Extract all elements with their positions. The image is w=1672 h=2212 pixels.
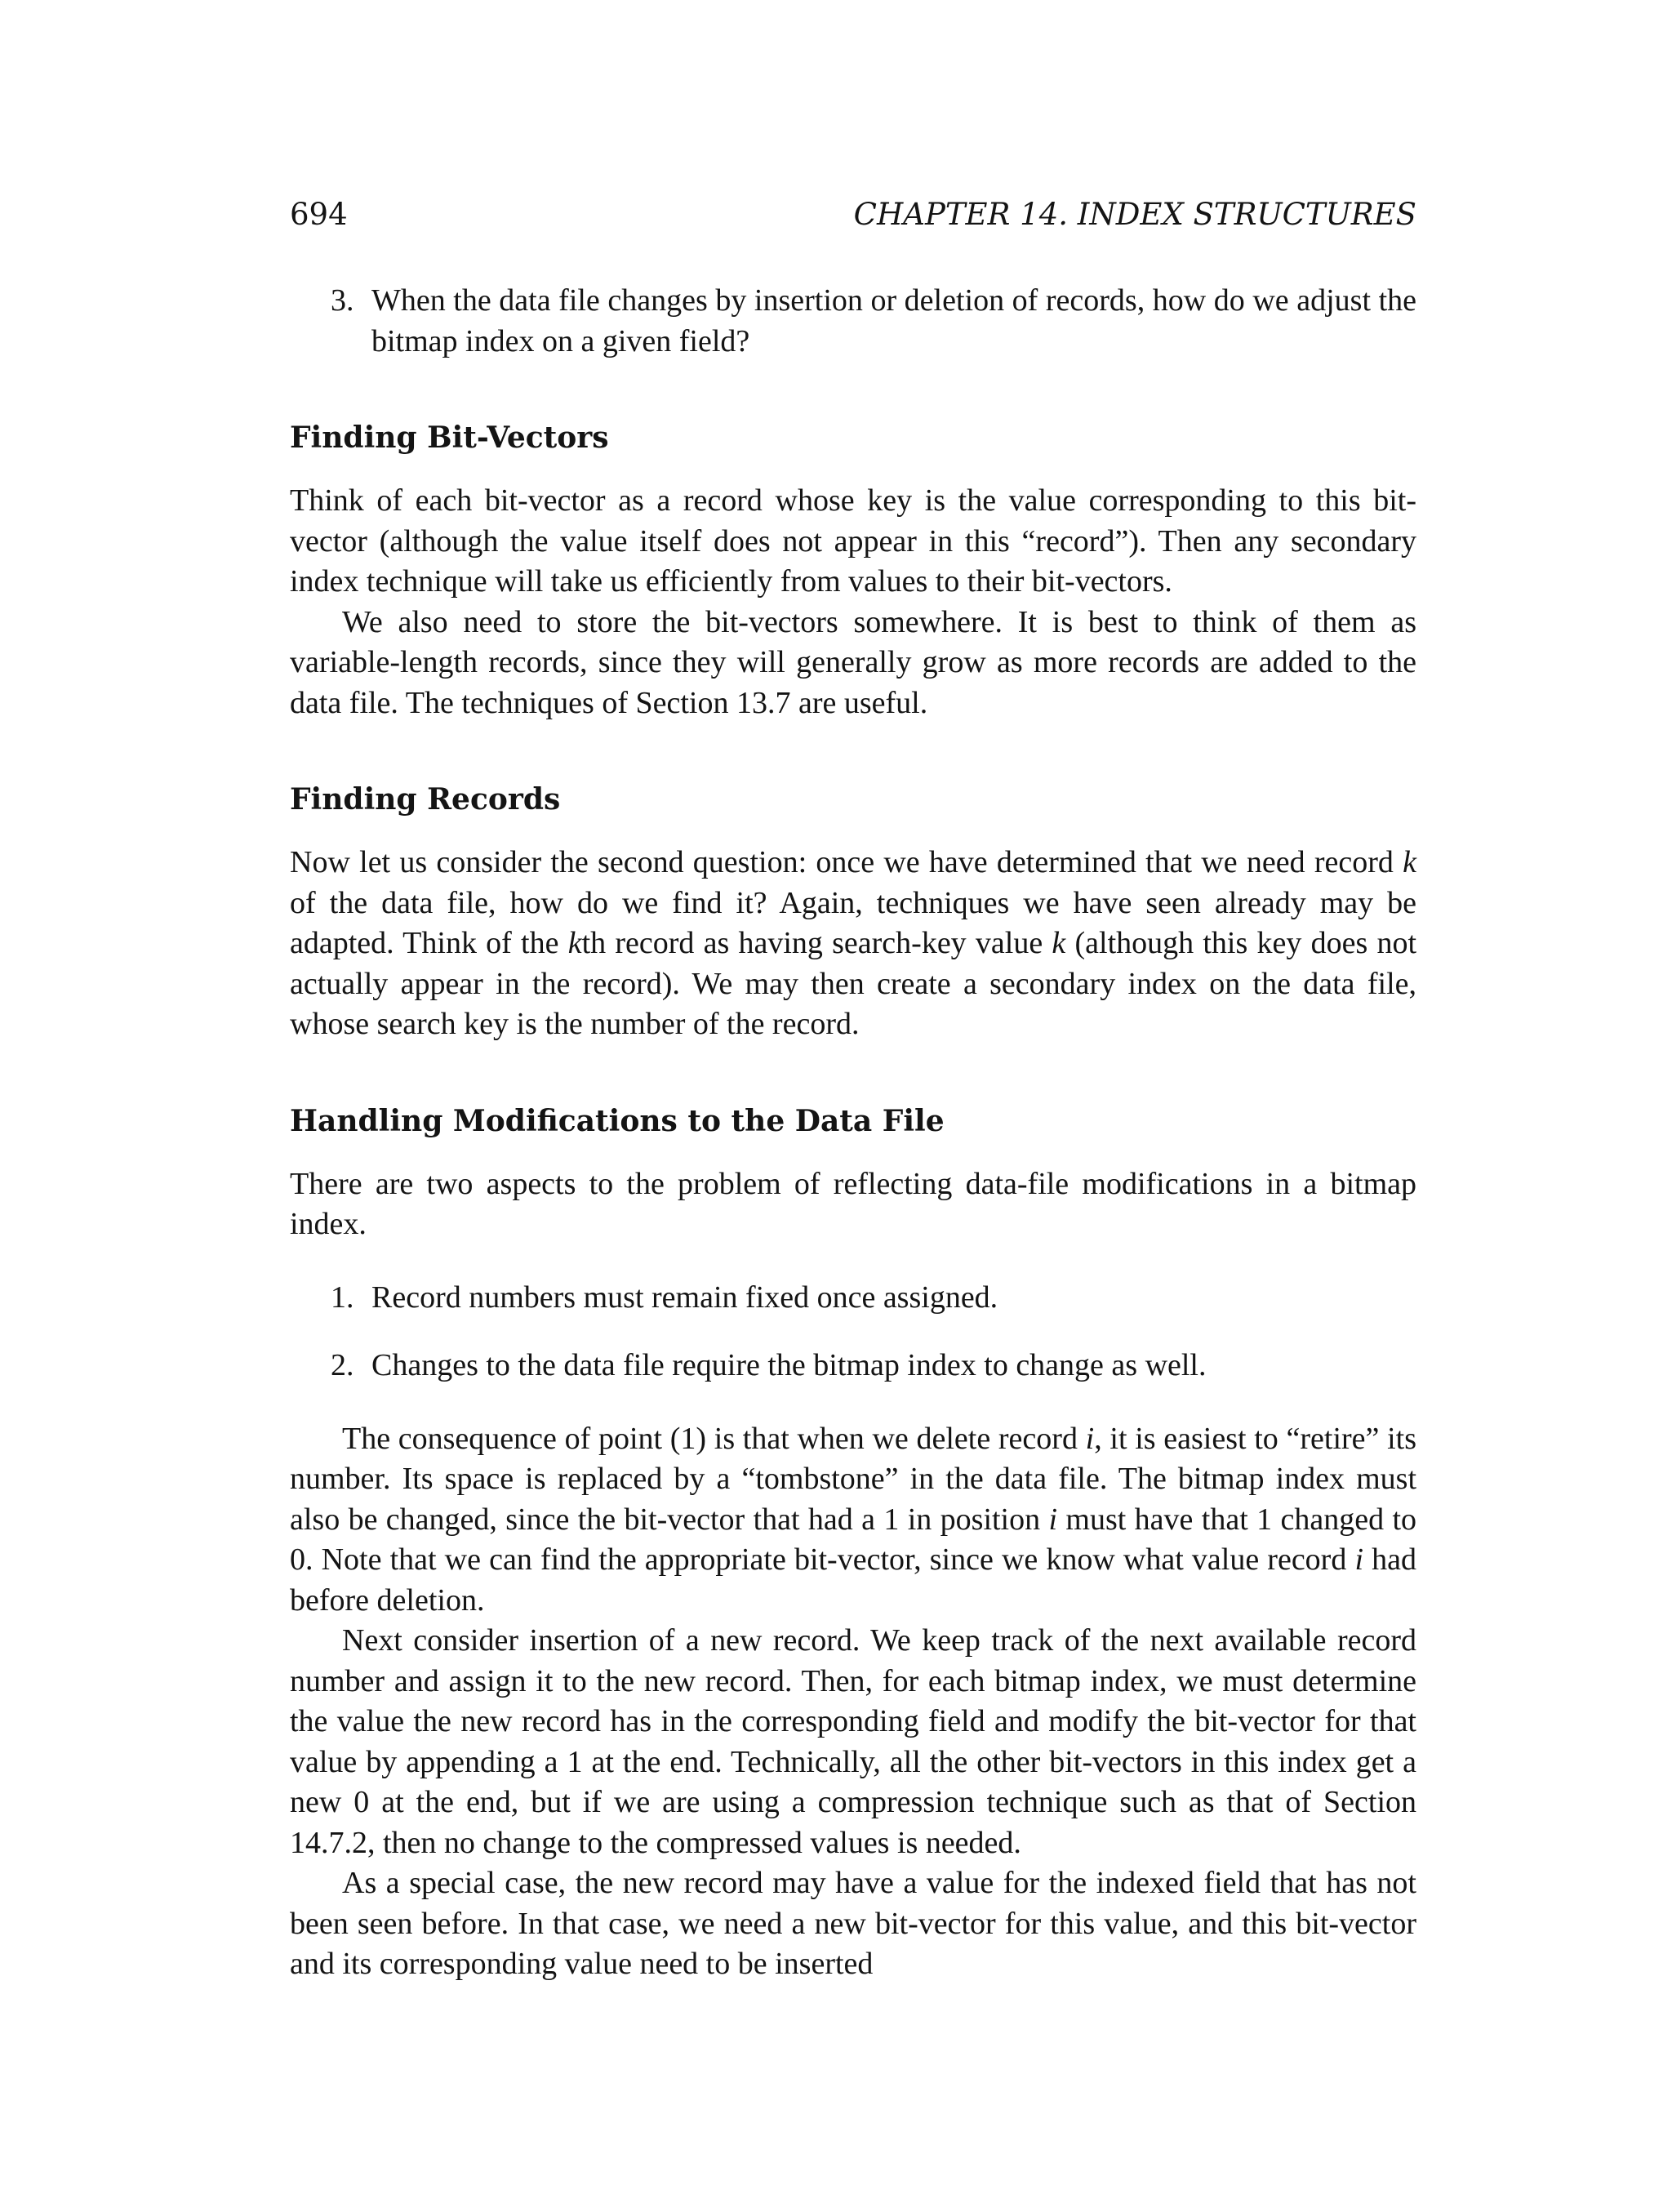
section-handling-modifications (290, 1102, 1416, 1985)
list-text: Record numbers must remain fixed once assigned. (371, 1280, 998, 1315)
text-run: Now let us consider the second question: once we have determined that we need record (290, 845, 1403, 879)
section-heading: Finding Bit-Vectors (290, 421, 609, 455)
math-variable: i (1354, 1542, 1364, 1577)
list-text: When the data file changes by insertion or deletion of records, how do we adjust the bitmap index on a given field? (371, 283, 1416, 358)
text-run: had before deletion. (290, 1542, 1416, 1618)
paragraph: Next consider insertion of a new record. We keep track of the next available record number and assign it to the new record. Then, for each bitmap index, we must determine the value the new record has in the corresponding field and modify the bit-vector for that value by appending a 1 at the end. Technically, all the other bit-vectors in this index get a new 0 at the end, but if we are using a compression technique such as that of Section 14.7.2, then no change to the compressed values is needed. (290, 1623, 1416, 1860)
text-run: (although this key does not actually appear in the record). We may then create a secondary index on the data file, whose search key is the number of the record. (290, 926, 1417, 1041)
math-variable: k (1403, 845, 1416, 879)
book-page (290, 196, 1416, 1985)
section-heading: Handling Modifications to the Data File (290, 1103, 945, 1138)
paragraph: We also need to store the bit-vectors somewhere. It is best to think of them as variable-length records, since they will generally grow as more records are added to the data file. The techniques of Section 13.7 are useful. (290, 604, 1416, 720)
text-run: , it is easiest to “retire” its number. Its space is replaced by a “tombstone” in the data file. The bitmap index must also be changed, since the bit-vector that had a 1 in position (290, 1421, 1416, 1537)
section-heading: Finding Records (290, 782, 561, 817)
math-variable: i (1085, 1421, 1095, 1456)
math-variable: k (1052, 926, 1066, 960)
page-number: 694 (290, 197, 348, 232)
section-finding-bit-vectors (290, 419, 1416, 723)
numbered-list (331, 1278, 1416, 1386)
paragraph: As a special case, the new record may have a value for the indexed field that has not been seen before. In that case, we need a new bit-vector for this value, and this bit-vector and its corresponding value need to be inserted (290, 1866, 1416, 1981)
text-run: of the data file, how do we find it? Again, techniques we have seen already may be adapted. Think of the (290, 885, 1416, 960)
question-item-3 (331, 281, 1416, 362)
text-run: th record as having search-key value (581, 926, 1052, 960)
list-item (331, 1346, 1416, 1386)
list-text: Changes to the data file require the bitmap index to change as well. (371, 1348, 1207, 1382)
chapter-title: CHAPTER 14. INDEX STRUCTURES (853, 197, 1416, 232)
math-variable: i (1048, 1502, 1058, 1537)
paragraph (290, 843, 1416, 1045)
paragraph: There are two aspects to the problem of reflecting data-file modifications in a bitmap index. (290, 1166, 1416, 1241)
section-finding-records (290, 781, 1416, 1045)
math-variable: k (567, 926, 582, 960)
paragraph: Think of each bit-vector as a record whose key is the value corresponding to this bit-vector (although the value itself does not appear in this “record”). Then any secondary index technique will take us efficiently from values to their bit-vectors. (290, 483, 1416, 599)
list-number: 1. (331, 1280, 354, 1315)
list-number: 3. (331, 283, 354, 318)
text-run: must have that 1 changed to 0. Note that we can find the appropriate bit-vector, since we know what value record (290, 1502, 1416, 1577)
list-number: 2. (331, 1348, 354, 1382)
paragraph (290, 1419, 1416, 1622)
running-header (290, 196, 1416, 234)
list-item (331, 1278, 1416, 1319)
text-run: The consequence of point (1) is that when we delete record (342, 1421, 1086, 1456)
